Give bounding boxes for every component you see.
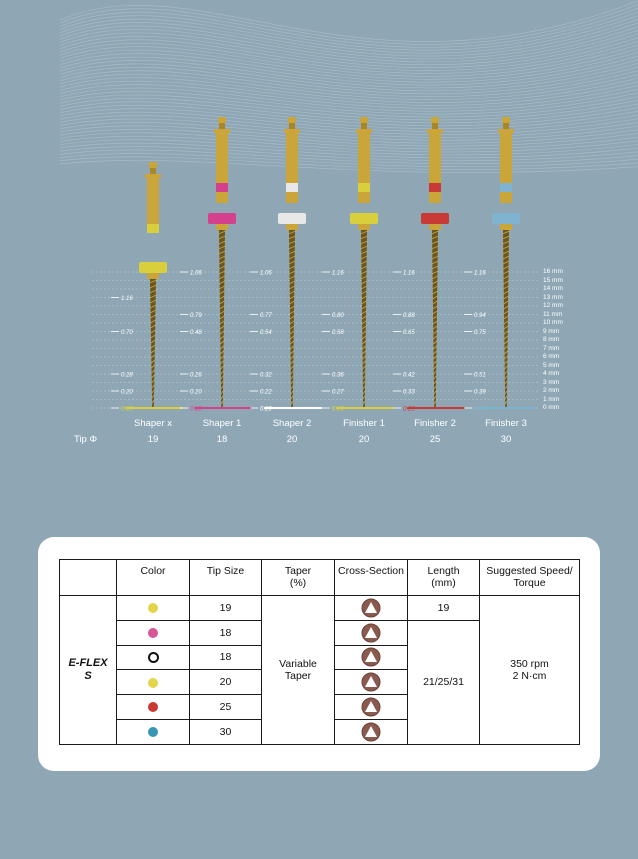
handle-shank bbox=[216, 133, 228, 203]
diameter-label: 0.20 bbox=[260, 406, 272, 413]
handle-neck bbox=[150, 168, 156, 174]
mm-scale-label: 11 mm bbox=[543, 310, 563, 318]
tip-size-cell: 18 bbox=[190, 645, 262, 670]
diameter-label: 0.77 bbox=[260, 313, 272, 319]
handle-neck bbox=[289, 123, 295, 129]
color-band bbox=[429, 183, 441, 192]
speed-torque-cell: 350 rpm 2 N·cm bbox=[480, 596, 580, 745]
diameter-label: 0.33 bbox=[403, 389, 415, 396]
triangle-cross-section-icon bbox=[361, 697, 381, 717]
cross-section-cell bbox=[335, 596, 408, 621]
diameter-label: 1.16 bbox=[474, 270, 486, 277]
length-cell: 21/25/31 bbox=[408, 620, 480, 744]
handle-shank bbox=[286, 133, 298, 203]
diameter-label: 1.16 bbox=[403, 270, 415, 277]
handle-neck bbox=[432, 123, 438, 129]
handle-neck bbox=[361, 123, 367, 129]
diameter-label: 1.06 bbox=[190, 270, 202, 277]
tip-size-cell: 18 bbox=[190, 620, 262, 645]
mm-scale-label: 0 mm bbox=[543, 404, 560, 411]
color-stopper bbox=[208, 213, 236, 224]
color-dot bbox=[148, 603, 158, 613]
diameter-label: 0.54 bbox=[260, 330, 272, 336]
triangle-cross-section-icon bbox=[361, 647, 381, 667]
color-stopper bbox=[421, 213, 449, 224]
diameter-label: 0.27 bbox=[332, 389, 344, 396]
diameter-label: 0.42 bbox=[403, 372, 415, 379]
diameter-label: 0.75 bbox=[474, 330, 486, 336]
mm-scale-label: 8 mm bbox=[543, 336, 560, 343]
color-cell bbox=[117, 719, 190, 744]
mm-scale-label: 10 mm bbox=[543, 319, 563, 326]
file-finisher-3 bbox=[464, 117, 536, 413]
color-band bbox=[500, 183, 512, 192]
color-band bbox=[216, 183, 228, 192]
handle-shank bbox=[147, 178, 159, 232]
header-blank bbox=[60, 560, 117, 596]
tip-size-cell: 19 bbox=[190, 596, 262, 621]
color-band bbox=[358, 183, 370, 192]
diameter-label: 0.65 bbox=[403, 330, 415, 336]
mm-scale-label: 9 mm bbox=[543, 327, 560, 335]
handle-cap bbox=[149, 162, 157, 168]
file-name-label: Shaper x bbox=[133, 418, 173, 429]
color-cell bbox=[117, 645, 190, 670]
stopper-base bbox=[216, 224, 228, 230]
color-cell bbox=[117, 620, 190, 645]
tip-diameter-value: 25 bbox=[429, 434, 441, 445]
diameter-label: 1.16 bbox=[332, 270, 344, 277]
diameter-label: 0.20 bbox=[332, 406, 344, 413]
cross-section-cell bbox=[335, 620, 408, 645]
mm-scale-label: 1 mm bbox=[543, 395, 560, 403]
header-color: Color bbox=[117, 560, 190, 596]
mm-scale-label: 5 mm bbox=[543, 361, 560, 369]
handle-shank bbox=[500, 133, 512, 203]
tip-diameter-label: Tip Φ bbox=[74, 434, 98, 445]
header-speed-torque: Suggested Speed/ Torque bbox=[480, 560, 580, 596]
brand-cell: E-FLEX S bbox=[60, 596, 117, 745]
color-cell bbox=[117, 695, 190, 720]
diameter-label: 0.88 bbox=[403, 313, 415, 319]
diameter-label: 0.18 bbox=[190, 406, 202, 413]
diameter-label: 1.06 bbox=[260, 270, 272, 277]
tip-diameter-value: 20 bbox=[358, 434, 370, 445]
mm-scale-label: 13 mm bbox=[543, 293, 563, 301]
diameter-label: 0.79 bbox=[190, 313, 202, 319]
table-header-row bbox=[60, 560, 580, 596]
cross-section-cell bbox=[335, 670, 408, 695]
tip-size-cell: 30 bbox=[190, 719, 262, 744]
cross-section-cell bbox=[335, 719, 408, 744]
tip-diameter-value: 18 bbox=[216, 434, 228, 445]
diameter-label: 0.19 bbox=[121, 406, 133, 413]
triangle-cross-section-icon bbox=[361, 598, 381, 618]
tip-diameter-value: 20 bbox=[286, 434, 298, 445]
mm-scale-label: 2 mm bbox=[543, 387, 560, 394]
diameter-label: 0.80 bbox=[332, 313, 344, 319]
handle-ring bbox=[145, 174, 161, 178]
stopper-base bbox=[286, 224, 298, 230]
diameter-label: 1.16 bbox=[121, 296, 133, 302]
mm-scale-label: 14 mm bbox=[543, 285, 563, 292]
tip-diameter-value: 19 bbox=[147, 434, 159, 445]
file-name-label: Finisher 3 bbox=[485, 418, 527, 429]
tip-diameter-value: 30 bbox=[500, 434, 512, 445]
color-band bbox=[286, 183, 298, 192]
cross-section-cell bbox=[335, 645, 408, 670]
stopper-base bbox=[500, 224, 512, 230]
diameter-label: 0.39 bbox=[474, 389, 486, 396]
file-name-label: Shaper 1 bbox=[202, 418, 242, 429]
diameter-label: 0.58 bbox=[332, 330, 344, 336]
handle-ring bbox=[498, 129, 514, 133]
mm-scale-label: 4 mm bbox=[543, 370, 560, 377]
mm-scale-label: 15 mm bbox=[543, 276, 563, 284]
mm-scale-label: 3 mm bbox=[543, 378, 560, 386]
specification-table bbox=[59, 559, 580, 745]
handle-cap bbox=[502, 117, 510, 123]
mm-scale-label: 7 mm bbox=[543, 344, 560, 352]
header-tip-size: Tip Size bbox=[190, 560, 262, 596]
handle-shank bbox=[358, 133, 370, 203]
diameter-label: 0.32 bbox=[260, 372, 272, 379]
header-length: Length (mm) bbox=[408, 560, 480, 596]
handle-ring bbox=[356, 129, 372, 133]
triangle-cross-section-icon bbox=[361, 722, 381, 742]
color-stopper bbox=[139, 262, 167, 273]
stopper-base bbox=[429, 224, 441, 230]
mm-scale-label: 16 mm bbox=[543, 268, 563, 275]
table-row bbox=[60, 596, 580, 621]
file-shaper-2 bbox=[250, 117, 322, 413]
color-dot bbox=[148, 727, 158, 737]
diameter-label: 0.22 bbox=[260, 389, 272, 396]
handle-ring bbox=[214, 129, 230, 133]
header-taper: Taper (%) bbox=[262, 560, 335, 596]
diameter-label: 0.25 bbox=[403, 406, 415, 413]
diameter-label: 0.20 bbox=[121, 389, 133, 396]
diameter-label: 0.26 bbox=[190, 372, 202, 379]
triangle-cross-section-icon bbox=[361, 623, 381, 643]
handle-cap bbox=[431, 117, 439, 123]
handle-neck bbox=[503, 123, 509, 129]
diameter-label: 0.48 bbox=[190, 330, 202, 336]
diameter-label: 0.36 bbox=[332, 372, 344, 379]
file-name-label: Shaper 2 bbox=[272, 418, 312, 429]
taper-cell: Variable Taper bbox=[262, 596, 335, 745]
tip-size-cell: 25 bbox=[190, 695, 262, 720]
color-band bbox=[147, 224, 159, 233]
header-cross-section: Cross-Section bbox=[335, 560, 408, 596]
diameter-label: 0.30 bbox=[474, 406, 486, 413]
file-name-label: Finisher 2 bbox=[414, 418, 456, 429]
color-dot bbox=[148, 702, 158, 712]
color-stopper bbox=[350, 213, 378, 224]
color-stopper bbox=[278, 213, 306, 224]
tip-size-cell: 20 bbox=[190, 670, 262, 695]
handle-neck bbox=[219, 123, 225, 129]
file-name-label: Finisher 1 bbox=[343, 418, 385, 429]
color-dot bbox=[148, 652, 159, 663]
handle-cap bbox=[288, 117, 296, 123]
diameter-label: 0.20 bbox=[190, 389, 202, 396]
mm-scale-label: 6 mm bbox=[543, 353, 560, 360]
handle-ring bbox=[427, 129, 443, 133]
file-finisher-2 bbox=[393, 117, 465, 413]
triangle-cross-section-icon bbox=[361, 672, 381, 692]
color-dot bbox=[148, 628, 158, 638]
cross-section-cell bbox=[335, 695, 408, 720]
file-shaper-x bbox=[111, 162, 183, 413]
diameter-label: 0.70 bbox=[121, 330, 133, 336]
stopper-base bbox=[358, 224, 370, 230]
color-dot bbox=[148, 678, 158, 688]
diameter-label: 0.28 bbox=[121, 372, 133, 379]
color-stopper bbox=[492, 213, 520, 224]
file-finisher-1 bbox=[322, 117, 394, 413]
file-shaft bbox=[150, 279, 156, 408]
diameter-label: 0.94 bbox=[474, 313, 486, 319]
handle-ring bbox=[284, 129, 300, 133]
handle-cap bbox=[360, 117, 368, 123]
length-cell: 19 bbox=[408, 596, 480, 621]
color-cell bbox=[117, 670, 190, 695]
diameter-label: 0.51 bbox=[474, 372, 486, 379]
stopper-base bbox=[147, 273, 159, 279]
color-cell bbox=[117, 596, 190, 621]
file-shaper-1 bbox=[180, 117, 252, 413]
handle-cap bbox=[218, 117, 226, 123]
handle-shank bbox=[429, 133, 441, 203]
mm-scale-label: 12 mm bbox=[543, 302, 563, 309]
